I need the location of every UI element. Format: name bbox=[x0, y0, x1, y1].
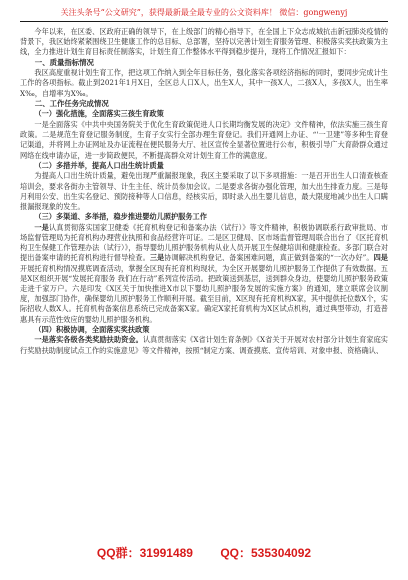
childcare-lead-1: 一是 bbox=[34, 222, 49, 232]
footer-contact bbox=[0, 545, 408, 561]
rewards-text-1: 认真贯彻落实《X省计划生育条例》《X省关于开展对农村部分计划生育家庭实行奖励扶助制度试点工作的实施意见》等文件精神，按照“制定方案、调查摸底、宣传培训、对象申报、资格确认、 bbox=[20, 335, 388, 355]
top-banner: 关注头条号“公文研究”，获得最新最全最专业的公文资料库！ 微信：gongwenyj bbox=[60, 8, 348, 17]
subsection-heading-statistics: （二）多措并举，提高人口出生统计质量 bbox=[34, 160, 164, 170]
subsection-heading-policy: （一）强化措施，全面落实三孩生育政策 bbox=[34, 109, 164, 119]
document-body bbox=[20, 27, 388, 535]
childcare-text-2: 协调解决机构登记、备案困难问题，真正做到备案的“一次办好”。 bbox=[164, 253, 374, 263]
statistics-paragraph: 为提高人口出生统计质量，避免出现严重漏报现象，我区主要采取了以下多项措施：一是召开出生人口清查核查培训会，要求各街办主管领导、计生主任、统计员参加会议。二是要求各街办强化管理，加大出生排查力度。三是每月利用公安、出生实名登记、预防接种等人口信息，经核实后，即时录入出生婴儿信息，最大限度地减少出生人口瞒报漏报现象的发生。 bbox=[20, 171, 388, 212]
quality-paragraph: 我区高度重视计划生育工作，把这项工作纳入到全年目标任务，强化落实各项经济指标的同时，要同步完成计生工作的各项指标。截止到2021年1月X日，全区总人口X人，出生X人，其中一孩X人，二孩X人，多孩X人，出生率X‰，自增率为X‰。 bbox=[20, 68, 388, 98]
childcare-lead-2: 三是 bbox=[149, 253, 165, 263]
section-heading-quality: 一、质量指标情况 bbox=[34, 57, 94, 67]
rewards-lead-1: 一是落实各级各类奖励扶助资金。 bbox=[34, 335, 143, 345]
intro-paragraph: 今年以来，在区委、区政府正确的领导下，在上级部门的精心指导下，在全国上下众志成城抗击新冠肺炎疫情的背景下，我区始终紧紧围绕卫生健康工作的总目标、总部署，坚持以完善计划生育服务管理、积极落实奖扶政策为主线，全力推进计划生育目标责任制落实，计划生育工作整体水平得到稳步提升，现将工作情况汇报如下： bbox=[20, 27, 388, 57]
childcare-text-1: 认真贯彻落实国家卫健委《托育机构登记和备案办法（试行）》等文件精神，积极协调联系行政审批局、市场监督管理局为托育机构办理营业执照和食品经营许可证。二是区卫健局、区市场监督管理局联合出台了《区托育机构卫生保健工作管理办法（试行）》，指导婴幼儿照护服务机构从业人员开展卫生保健培训和健康检查。多部门联合对提出备案申请的托育机构进行督导检查。 bbox=[20, 222, 388, 263]
subsection-heading-childcare: （三）多渠道、多举措，稳步推进婴幼儿照护服务工作 bbox=[34, 212, 207, 222]
section-heading-tasks: 二、工作任务完成情况 bbox=[34, 98, 109, 108]
policy-paragraph: 一是全面落实《中共中央国务院关于优化生育政策促进人口长期均衡发展的决定》文件精神，依法实施三孩生育政策。二是规范生育登记服务制度，生育子女实行全部办理生育登记。我们开通网上办证、“'一卫建”等多种生育登记渠道，并将网上办证网址及办证流程在便民服务大厅、社区宣传全显著位置进行公布，积极引导广大育龄群众通过网络在线申请办证，进一步简政便民，不断提高群众对计划生育工作的满意度。 bbox=[20, 120, 388, 160]
subsection-heading-rewards: （四）积极协调，全面落实奖扶政策 bbox=[34, 324, 150, 334]
childcare-paragraph bbox=[20, 223, 388, 325]
banner-divider bbox=[20, 21, 388, 22]
footer-qq-group: QQ群：31991489 bbox=[96, 546, 193, 560]
childcare-text-3: 开展托育机构情况摸底调查活动，掌握全区现有托育机构现状，为全区开展婴幼儿照护服务工作提供了有效数据。五是X区组织开展“发展托育服务 我们在行动”系列宣传活动。把政策送到基层，送到群众身边，使婴幼儿照护服务政策走进千家万户。六是印发《X区关于加快推进X市以下婴幼儿照护服务发展的实施方案》的通知，建立联席会议制度，加强部门协作，确保婴幼儿照护服务工作顺利开展。截至目前，X区现有托育机构X家，其中提供托位数X个，实际招收人数X人。托育机构备案信息系统已完成备案X家。确定X家托育机构为X区试点机构，通过典型带动，打造普惠具有示范性效应的婴幼儿照护服务机构。 bbox=[20, 263, 388, 324]
childcare-lead-3: 四是 bbox=[373, 253, 388, 263]
rewards-paragraph bbox=[20, 335, 388, 355]
footer-qq: QQ：535304092 bbox=[220, 546, 312, 560]
